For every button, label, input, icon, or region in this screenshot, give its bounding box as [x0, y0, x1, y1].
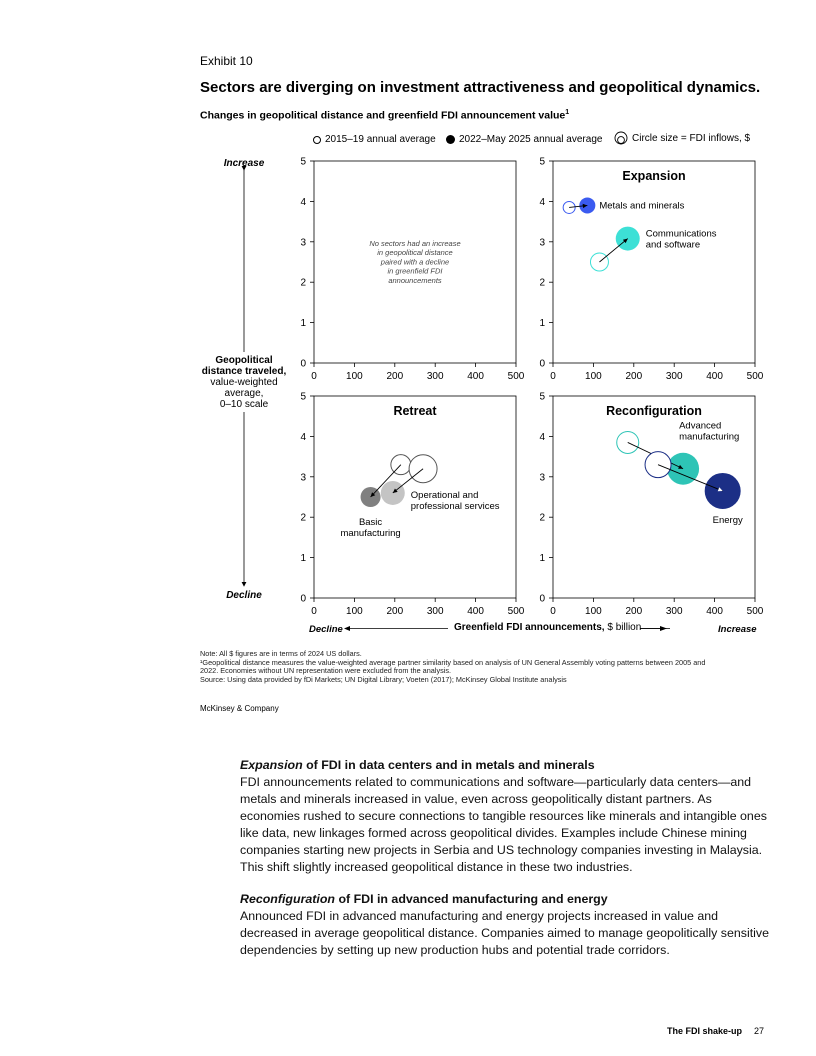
panel-frame — [553, 161, 755, 363]
y-tick-label: 2 — [300, 512, 306, 524]
section-reconfiguration-heading-italic: Reconfiguration — [240, 892, 335, 906]
y-tick-label: 3 — [539, 472, 545, 484]
brand-label: McKinsey & Company — [200, 704, 279, 713]
legend-size-label: Circle size = FDI inflows, $ — [632, 132, 751, 144]
section-reconfiguration-heading-rest: of FDI in advanced manufacturing and energy — [335, 892, 608, 906]
panel-title: Retreat — [393, 404, 437, 418]
y-tick-label: 3 — [539, 237, 545, 249]
section-expansion-heading-italic: Expansion — [240, 758, 303, 772]
source-text: Source: Using data provided by fDi Markets; UN Digital Library; Voeten (2017); McKinsey Global Institute analysis — [200, 674, 567, 684]
y-tick-label: 4 — [539, 431, 545, 443]
x-axis-title-bold: Greenfield FDI announcements, — [454, 622, 605, 633]
section-reconfiguration-heading — [240, 891, 770, 908]
x-tick-label: 300 — [426, 606, 444, 617]
x-arrow-left-head — [344, 626, 350, 631]
page-number: 27 — [753, 1026, 764, 1036]
panel-br — [539, 392, 763, 618]
y-tick-label: 2 — [300, 277, 306, 289]
x-tick-label: 500 — [507, 606, 525, 617]
x-tick-label: 400 — [706, 606, 723, 617]
legend-filled-label: 2022–May 2025 annual average — [459, 134, 603, 145]
section-reconfiguration-text: Announced FDI in advanced manufacturing and energy projects increased in value and decreased in average geopolitical distance. Companies aimed to manage geopolitically sensitive dependencies by setting up new production hubs and potential trade corridors. — [240, 909, 769, 957]
panel-title: Expansion — [622, 169, 686, 183]
legend-open — [313, 134, 436, 145]
panel-title: Reconfiguration — [606, 404, 702, 418]
x-tick-label: 400 — [467, 606, 484, 617]
section-expansion-text: FDI announcements related to communications and software—particularly data centers—and metals and minerals increased in value, even across geopolitically distant partners. As economies rushed to secure connections to tangible resources like minerals and intangible ones like data, new linkages formed across geopolitical divides. Examples include Chinese mining companies starting new projects in Serbia and US technology companies investing in Malaysia. This shift slightly increased geopolitical distance in these two industries. — [240, 775, 767, 874]
y-tick-label: 0 — [300, 593, 306, 605]
y-tick-label: 3 — [300, 237, 306, 249]
sector-label: manufacturing — [679, 431, 740, 443]
open-circle-icon — [313, 136, 321, 144]
panel-note-line: in greenfield FDI — [387, 266, 443, 276]
x-tick-label: 0 — [311, 371, 317, 382]
y-tick-label: 4 — [300, 431, 306, 443]
circle-size-icon — [614, 131, 628, 145]
x-tick-label: 500 — [746, 371, 764, 382]
notes — [200, 650, 760, 684]
section-expansion — [240, 757, 770, 876]
x-tick-label: 200 — [386, 606, 404, 617]
x-tick-label: 300 — [665, 371, 683, 382]
x-tick-label: 400 — [467, 371, 484, 382]
sector-label: Energy — [712, 514, 743, 526]
x-tick-label: 100 — [346, 606, 363, 617]
subtitle-text: Changes in geopolitical distance and greenfield FDI announcement value — [200, 109, 566, 122]
x-tick-label: 100 — [585, 371, 602, 382]
x-tick-label: 100 — [585, 606, 602, 617]
y-tick-label: 2 — [539, 512, 545, 524]
y-tick-label: 0 — [300, 358, 306, 370]
sector-label: Basic — [358, 517, 383, 528]
y-tick-label: 1 — [300, 318, 306, 330]
footer-title: The FDI shake-up — [666, 1026, 742, 1036]
x-tick-label: 0 — [311, 606, 317, 617]
x-tick-label: 500 — [507, 371, 525, 382]
y-tick-label: 0 — [539, 358, 545, 370]
x-tick-label: 500 — [746, 606, 764, 617]
y-tick-label: 1 — [539, 553, 545, 565]
x-tick-label: 0 — [550, 371, 556, 382]
point-2022-2025 — [616, 227, 640, 251]
sector-label: professional services — [410, 500, 500, 512]
legend-filled — [446, 134, 602, 145]
y-tick-label: 2 — [539, 277, 545, 289]
chart-figure — [0, 150, 816, 640]
x-axis-arrows — [340, 624, 670, 634]
x-tick-label: 300 — [426, 371, 444, 382]
sector-label: Communications — [645, 228, 717, 240]
sector-label: manufacturing — [340, 528, 401, 539]
sector-label: Operational and — [410, 489, 479, 501]
x-tick-label: 0 — [550, 606, 556, 617]
x-arrow-right-head — [660, 626, 667, 631]
y-tick-label: 1 — [539, 318, 545, 330]
section-reconfiguration — [240, 891, 770, 959]
y-tick-label: 5 — [539, 391, 545, 403]
y-axis-top-label: Increase — [223, 158, 265, 169]
exhibit-label: Exhibit 10 — [200, 54, 253, 68]
legend-size — [614, 131, 750, 145]
section-expansion-heading-rest: of FDI in data centers and in metals and minerals — [302, 758, 595, 772]
y-tick-label: 4 — [539, 196, 545, 208]
footnote-text-2: 2022. Economies without UN representation were excluded from the analysis. — [200, 666, 452, 675]
panel-note-line: announcements — [388, 275, 442, 285]
y-tick-label: 3 — [300, 472, 306, 484]
panel-tr — [539, 157, 763, 383]
y-axis-title-line3: 0–10 scale — [219, 399, 269, 410]
legend-open-label: 2015–19 annual average — [325, 134, 436, 145]
x-axis-left-label: Decline — [309, 624, 343, 635]
chart-title: Sectors are diverging on investment attractiveness and geopolitical dynamics. — [200, 79, 761, 96]
panel-note-line: in geopolitical distance — [377, 248, 453, 258]
subtitle-footnote: 1 — [565, 109, 570, 116]
x-tick-label: 100 — [346, 371, 363, 382]
section-expansion-heading — [240, 757, 770, 774]
y-tick-label: 1 — [300, 553, 306, 565]
panel-tl — [300, 157, 524, 383]
page-footer — [667, 1026, 764, 1036]
y-tick-label: 5 — [539, 156, 545, 168]
note-text: Note: All $ figures are in terms of 2024 US dollars. — [200, 649, 362, 658]
y-tick-label: 4 — [300, 196, 306, 208]
chart-subtitle — [200, 109, 569, 122]
y-axis-bottom-label: Decline — [226, 590, 262, 601]
x-tick-label: 200 — [625, 606, 643, 617]
x-tick-label: 200 — [625, 371, 643, 382]
x-tick-label: 400 — [706, 371, 723, 382]
sector-label: Metals and minerals — [599, 200, 685, 212]
panel-note-line: paired with a decline — [380, 257, 450, 267]
x-axis-right-label: Increase — [718, 624, 757, 635]
x-tick-label: 300 — [665, 606, 683, 617]
x-tick-label: 200 — [386, 371, 404, 382]
filled-circle-icon — [446, 135, 455, 144]
y-tick-label: 0 — [539, 593, 545, 605]
shift-arrow — [599, 239, 627, 262]
y-axis-title-line1: value-weighted — [210, 377, 278, 388]
footnote-text: ¹Geopolitical distance measures the value-weighted average partner similarity based on analysis of UN General Assembly voting patterns between 2005 and — [200, 657, 706, 667]
panel-bl — [300, 392, 524, 618]
sector-label: Advanced — [679, 420, 722, 432]
y-tick-label: 5 — [300, 391, 306, 403]
sector-label: and software — [645, 239, 701, 251]
x-axis-title-rest: $ billion — [604, 622, 642, 633]
y-axis-title-bold: Geopolitical distance traveled, — [201, 355, 287, 377]
y-tick-label: 5 — [300, 156, 306, 168]
y-axis-title-line2: average, — [224, 388, 264, 399]
panel-note-line: No sectors had an increase — [369, 239, 461, 248]
